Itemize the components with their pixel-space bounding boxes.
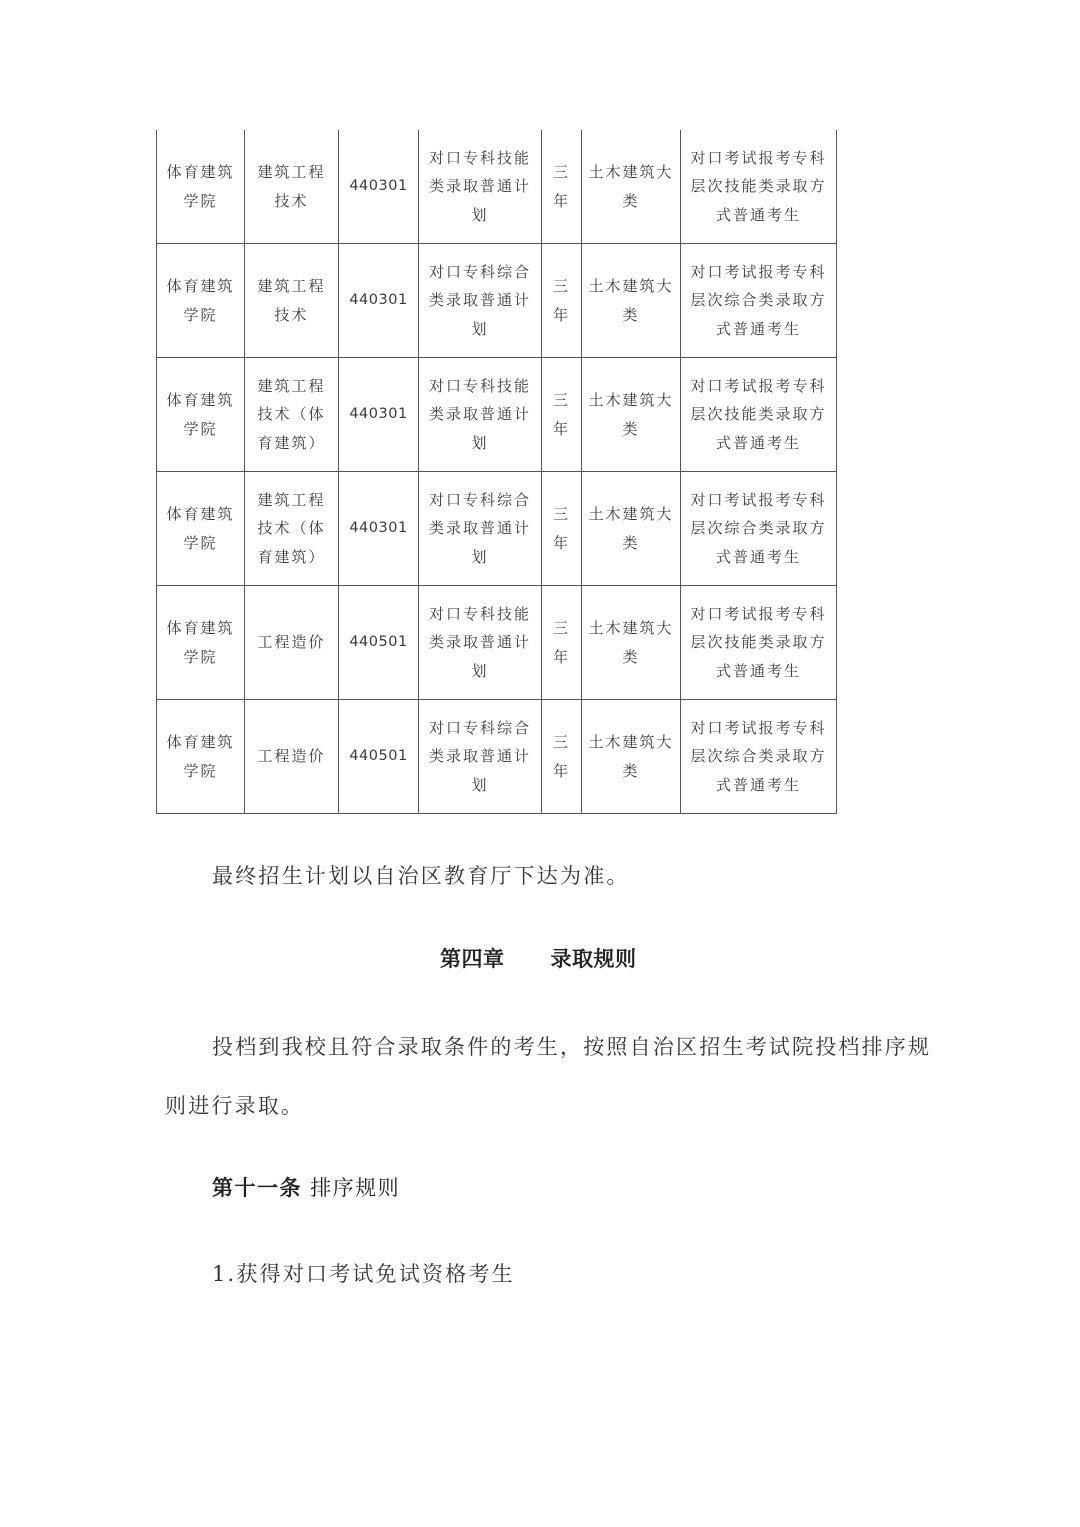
major-cell: 建筑工程技术（体育建筑） bbox=[245, 358, 339, 472]
college-cell: 体育建筑学院 bbox=[157, 244, 245, 358]
chapter-title: 录取规则 bbox=[550, 946, 637, 971]
table-row bbox=[157, 700, 837, 814]
plan-type-cell: 对口专科技能类录取普通计划 bbox=[419, 586, 542, 700]
duration-cell: 三年 bbox=[542, 472, 582, 586]
plan-type-cell: 对口专科技能类录取普通计划 bbox=[419, 358, 542, 472]
duration-cell: 三年 bbox=[542, 358, 582, 472]
requirement-cell: 对口考试报考专科层次技能类录取方式普通考生 bbox=[681, 130, 837, 244]
table-row bbox=[157, 586, 837, 700]
plan-note: 最终招生计划以自治区教育厅下达为准。 bbox=[212, 864, 630, 888]
article-number: 第十一条 bbox=[212, 1175, 302, 1200]
admission-plan-table bbox=[156, 130, 837, 814]
major-cell: 建筑工程技术（体育建筑） bbox=[245, 472, 339, 586]
requirement-cell: 对口考试报考专科层次综合类录取方式普通考生 bbox=[681, 700, 837, 814]
college-cell: 体育建筑学院 bbox=[157, 472, 245, 586]
table-row bbox=[157, 472, 837, 586]
article-heading bbox=[212, 1172, 400, 1202]
major-code-cell: 440301 bbox=[339, 130, 419, 244]
major-code-cell: 440301 bbox=[339, 244, 419, 358]
major-cell: 工程造价 bbox=[245, 586, 339, 700]
category-cell: 土木建筑大类 bbox=[582, 244, 681, 358]
article-title: 排序规则 bbox=[310, 1176, 401, 1200]
category-cell: 土木建筑大类 bbox=[582, 358, 681, 472]
list-item: 1.获得对口考试免试资格考生 bbox=[212, 1262, 515, 1286]
category-cell: 土木建筑大类 bbox=[582, 700, 681, 814]
college-cell: 体育建筑学院 bbox=[157, 130, 245, 244]
chapter-heading bbox=[440, 943, 637, 973]
major-cell: 建筑工程技术 bbox=[245, 130, 339, 244]
major-cell: 工程造价 bbox=[245, 700, 339, 814]
duration-cell: 三年 bbox=[542, 700, 582, 814]
plan-type-cell: 对口专科综合类录取普通计划 bbox=[419, 472, 542, 586]
major-cell: 建筑工程技术 bbox=[245, 244, 339, 358]
category-cell: 土木建筑大类 bbox=[582, 130, 681, 244]
plan-type-cell: 对口专科技能类录取普通计划 bbox=[419, 130, 542, 244]
plan-type-cell: 对口专科综合类录取普通计划 bbox=[419, 700, 542, 814]
category-cell: 土木建筑大类 bbox=[582, 586, 681, 700]
major-code-cell: 440501 bbox=[339, 700, 419, 814]
requirement-cell: 对口考试报考专科层次技能类录取方式普通考生 bbox=[681, 586, 837, 700]
table-row bbox=[157, 130, 837, 244]
duration-cell: 三年 bbox=[542, 244, 582, 358]
requirement-cell: 对口考试报考专科层次技能类录取方式普通考生 bbox=[681, 358, 837, 472]
college-cell: 体育建筑学院 bbox=[157, 358, 245, 472]
major-code-cell: 440501 bbox=[339, 586, 419, 700]
duration-cell: 三年 bbox=[542, 586, 582, 700]
requirement-cell: 对口考试报考专科层次综合类录取方式普通考生 bbox=[681, 244, 837, 358]
category-cell: 土木建筑大类 bbox=[582, 472, 681, 586]
plan-type-cell: 对口专科综合类录取普通计划 bbox=[419, 244, 542, 358]
intro-paragraph-line2: 则进行录取。 bbox=[165, 1094, 305, 1118]
college-cell: 体育建筑学院 bbox=[157, 700, 245, 814]
major-code-cell: 440301 bbox=[339, 358, 419, 472]
college-cell: 体育建筑学院 bbox=[157, 586, 245, 700]
table-row bbox=[157, 358, 837, 472]
table-row bbox=[157, 244, 837, 358]
duration-cell: 三年 bbox=[542, 130, 582, 244]
chapter-number: 第四章 bbox=[440, 946, 505, 971]
requirement-cell: 对口考试报考专科层次综合类录取方式普通考生 bbox=[681, 472, 837, 586]
intro-paragraph-line1: 投档到我校且符合录取条件的考生，按照自治区招生考试院投档排序规 bbox=[212, 1035, 932, 1059]
major-code-cell: 440301 bbox=[339, 472, 419, 586]
